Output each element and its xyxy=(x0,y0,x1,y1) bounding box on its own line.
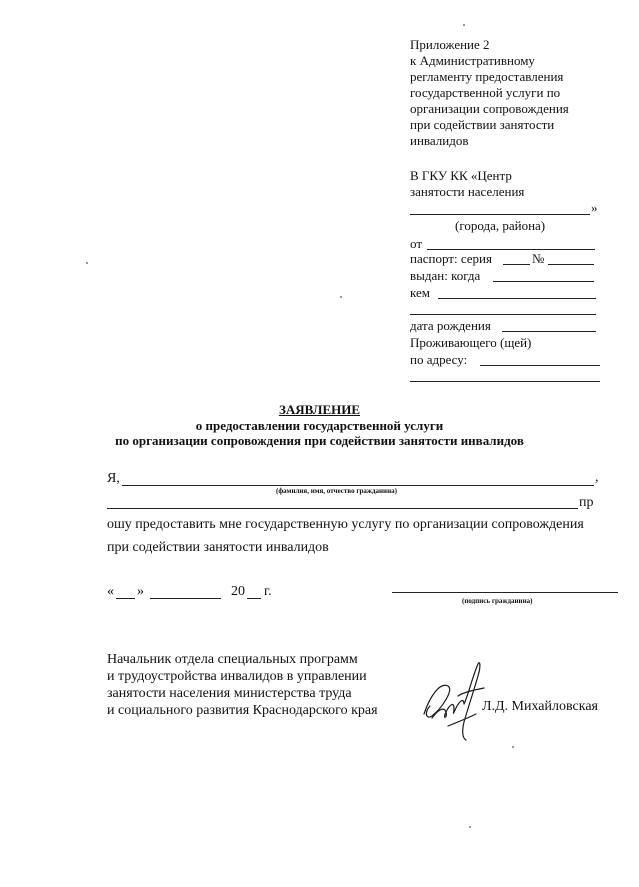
date-open-quote: « xyxy=(107,584,114,599)
residing-label: Проживающего (щей) xyxy=(410,335,532,350)
from-label: от xyxy=(410,236,423,251)
ya-label: Я, xyxy=(107,471,120,486)
appendix-line: организации сопровождения xyxy=(410,101,569,116)
addressee-line-1: В ГКУ КК «Центр xyxy=(410,168,512,183)
position-block xyxy=(107,651,378,719)
signer-name: Л.Д. Михайловская xyxy=(482,699,598,714)
pr-fragment: пр xyxy=(579,495,594,510)
scan-speck xyxy=(512,746,514,748)
year-prefix: 20 xyxy=(231,584,245,599)
addressee-line-2: занятости населения xyxy=(410,184,525,199)
year-suffix: г. xyxy=(264,584,272,599)
day-field[interactable] xyxy=(116,598,135,599)
appendix-line: государственной услуги по xyxy=(410,85,561,100)
passport-number-label: № xyxy=(532,251,545,266)
signature-hint: (подпись гражданина) xyxy=(462,597,533,605)
scan-speck xyxy=(463,24,465,26)
appendix-block xyxy=(410,37,569,149)
issued-label: выдан: когда xyxy=(410,268,481,283)
appendix-line: инвалидов xyxy=(410,133,469,148)
applicant-name-field-2[interactable] xyxy=(107,508,578,509)
issued-by-field[interactable] xyxy=(438,298,596,299)
document-title: ЗАЯВЛЕНИЕ xyxy=(278,402,361,417)
request-line-1: ошу предоставить мне государственную услугу по организации сопровождения xyxy=(107,517,584,532)
city-hint: (города, района) xyxy=(455,218,546,233)
appendix-line: к Административному xyxy=(410,53,535,68)
appendix-line: регламенту предоставления xyxy=(410,69,564,84)
appendix-line: Приложение 2 xyxy=(410,37,490,52)
dob-field[interactable] xyxy=(502,331,596,332)
from-field[interactable] xyxy=(427,249,595,250)
position-line: и трудоустройства инвалидов в управлении xyxy=(107,669,367,684)
address-field[interactable] xyxy=(480,365,600,366)
date-close-quote: » xyxy=(137,584,144,599)
issued-by-field-2[interactable] xyxy=(410,314,596,315)
position-line: и социального развития Краснодарского края xyxy=(107,703,378,718)
passport-series-field[interactable] xyxy=(503,264,530,265)
scan-speck xyxy=(469,826,471,828)
scan-speck xyxy=(340,296,342,298)
document-subtitle-2: по организации сопровождения при содействии занятости инвалидов xyxy=(115,433,524,448)
applicant-name-field[interactable] xyxy=(122,485,594,486)
passport-label: паспорт: серия xyxy=(410,251,492,266)
position-line: занятости населения министерства труда xyxy=(107,686,352,701)
address-label: по адресу: xyxy=(410,352,468,367)
passport-number-field[interactable] xyxy=(548,264,594,265)
issued-date-field[interactable] xyxy=(493,281,594,282)
document-subtitle-1: о предоставлении государственной услуги xyxy=(195,418,444,433)
address-field-2[interactable] xyxy=(410,381,600,382)
month-field[interactable] xyxy=(150,598,221,599)
closing-quote: » xyxy=(591,200,598,215)
issued-by-label: кем xyxy=(410,285,430,300)
year-field[interactable] xyxy=(247,598,261,599)
center-name-field[interactable] xyxy=(410,214,590,215)
appendix-line: при содействии занятости xyxy=(410,117,555,132)
position-line: Начальник отдела специальных программ xyxy=(107,652,358,667)
handwritten-signature xyxy=(418,656,490,746)
fio-hint: (фамилия, имя, отчество гражданина) xyxy=(276,487,397,495)
signature-field[interactable] xyxy=(392,592,618,593)
request-line-2: при содействии занятости инвалидов xyxy=(107,540,329,555)
scan-speck xyxy=(86,262,88,264)
name-comma: , xyxy=(595,470,599,485)
dob-label: дата рождения xyxy=(410,318,491,333)
